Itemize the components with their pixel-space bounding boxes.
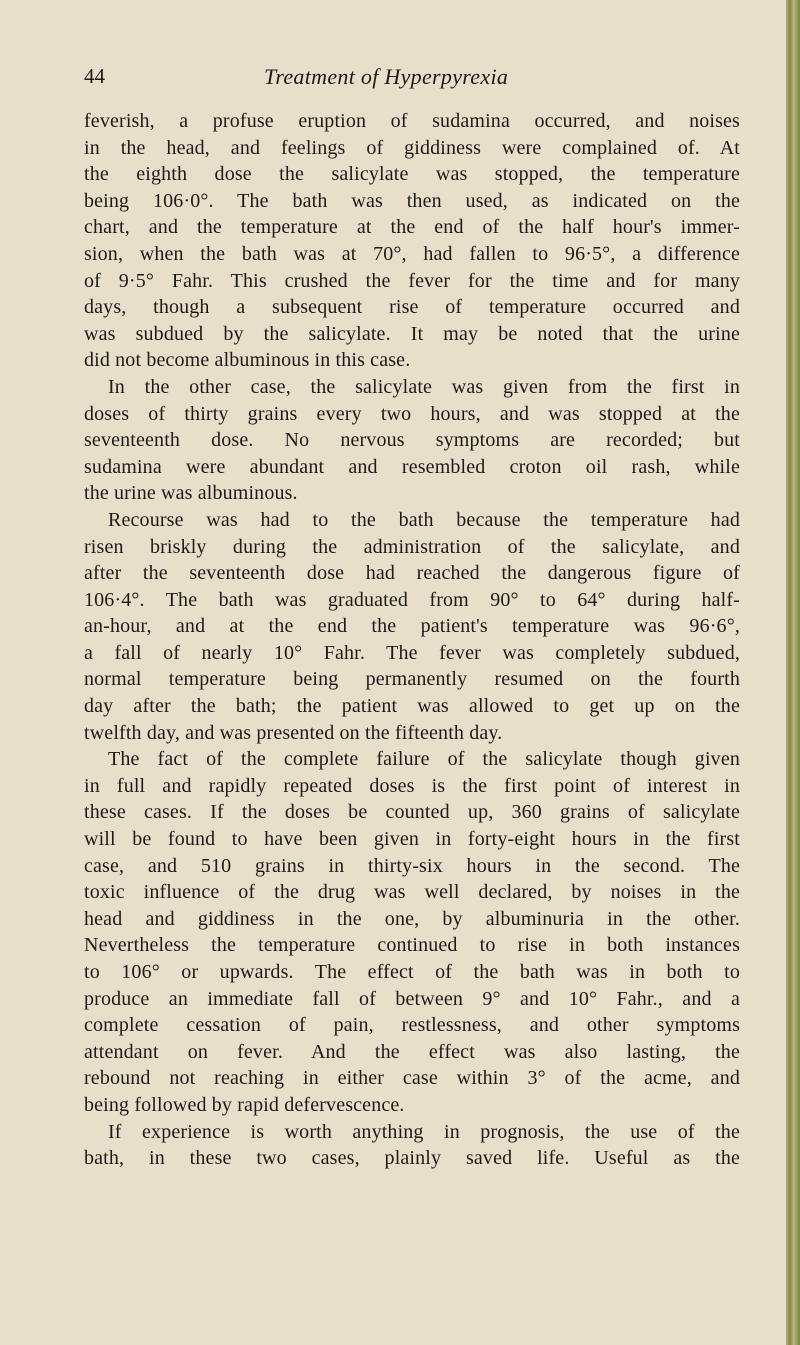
book-spine-edge <box>786 0 800 1345</box>
text-line: risen briskly during the administration of the salicylate, and <box>84 535 740 558</box>
text-line: doses of thirty grains every two hours, and was stopped at the <box>84 402 740 425</box>
text-line: of 9·5° Fahr. This crushed the fever for the time and for many <box>84 269 740 292</box>
text-line: toxic influence of the drug was well declared, by noises in the <box>84 881 740 904</box>
text-line: In the other case, the salicylate was given from the first in <box>108 375 740 398</box>
text-line: produce an immediate fall of between 9° and 10° Fahr., and a <box>84 987 740 1010</box>
text-line: If experience is worth anything in prognosis, the use of the <box>108 1120 740 1143</box>
text-line: normal temperature being permanently resumed on the fourth <box>84 668 740 691</box>
text-line: day after the bath; the patient was allowed to get up on the <box>84 695 740 718</box>
text-line: twelfth day, and was presented on the fifteenth day. <box>84 721 503 744</box>
text-line: in the head, and feelings of giddiness were complained of. At <box>84 136 740 159</box>
page-number: 44 <box>84 64 105 88</box>
text-line: a fall of nearly 10° Fahr. The fever was completely subdued, <box>84 641 740 664</box>
text-line: did not become albuminous in this case. <box>84 349 411 372</box>
text-line: bath, in these two cases, plainly saved life. Useful as the <box>84 1147 740 1170</box>
text-line: was subdued by the salicylate. It may be noted that the urine <box>84 322 740 345</box>
running-title: Treatment of Hyperpyrexia <box>264 64 509 89</box>
text-line: will be found to have been given in forty-eight hours in the first <box>84 828 740 851</box>
text-line: sudamina were abundant and resembled croton oil rash, while <box>84 455 740 478</box>
text-line: Nevertheless the temperature continued to rise in both instances <box>84 934 740 957</box>
text-line: sion, when the bath was at 70°, had fallen to 96·5°, a difference <box>84 242 740 265</box>
text-line: feverish, a profuse eruption of sudamina occurred, and noises <box>84 110 740 132</box>
body-text <box>84 108 740 1172</box>
text-line: after the seventeenth dose had reached the dangerous figure of <box>84 562 740 585</box>
page-header <box>84 64 734 96</box>
text-line: to 106° or upwards. The effect of the bath was in both to <box>84 961 740 983</box>
text-line: an-hour, and at the end the patient's temperature was 96·6°, <box>84 615 740 638</box>
text-line: complete cessation of pain, restlessness, and other symptoms <box>84 1014 740 1037</box>
text-line: rebound not reaching in either case within 3° of the acme, and <box>84 1067 740 1090</box>
text-line: chart, and the temperature at the end of the half hour's immer- <box>84 216 740 239</box>
text-line: the eighth dose the salicylate was stopped, the temperature <box>84 163 740 186</box>
text-line: The fact of the complete failure of the salicylate though given <box>108 748 740 771</box>
text-line: days, though a subsequent rise of temperature occurred and <box>84 296 740 319</box>
text-line: the urine was albuminous. <box>84 482 298 505</box>
text-line: in full and rapidly repeated doses is the first point of interest in <box>84 774 740 797</box>
text-line: being followed by rapid defervescence. <box>84 1093 405 1116</box>
text-line: case, and 510 grains in thirty-six hours in the second. The <box>84 854 740 877</box>
text-line: Recourse was had to the bath because the temperature had <box>108 508 740 531</box>
text-line: these cases. If the doses be counted up, 360 grains of salicylate <box>84 801 740 824</box>
text-line: being 106·0°. The bath was then used, as indicated on the <box>84 189 740 212</box>
text-line: 106·4°. The bath was graduated from 90° to 64° during half- <box>84 588 740 611</box>
text-line: seventeenth dose. No nervous symptoms are recorded; but <box>84 429 740 452</box>
text-line: attendant on fever. And the effect was also lasting, the <box>84 1040 740 1063</box>
text-line: head and giddiness in the one, by albuminuria in the other. <box>84 907 740 930</box>
